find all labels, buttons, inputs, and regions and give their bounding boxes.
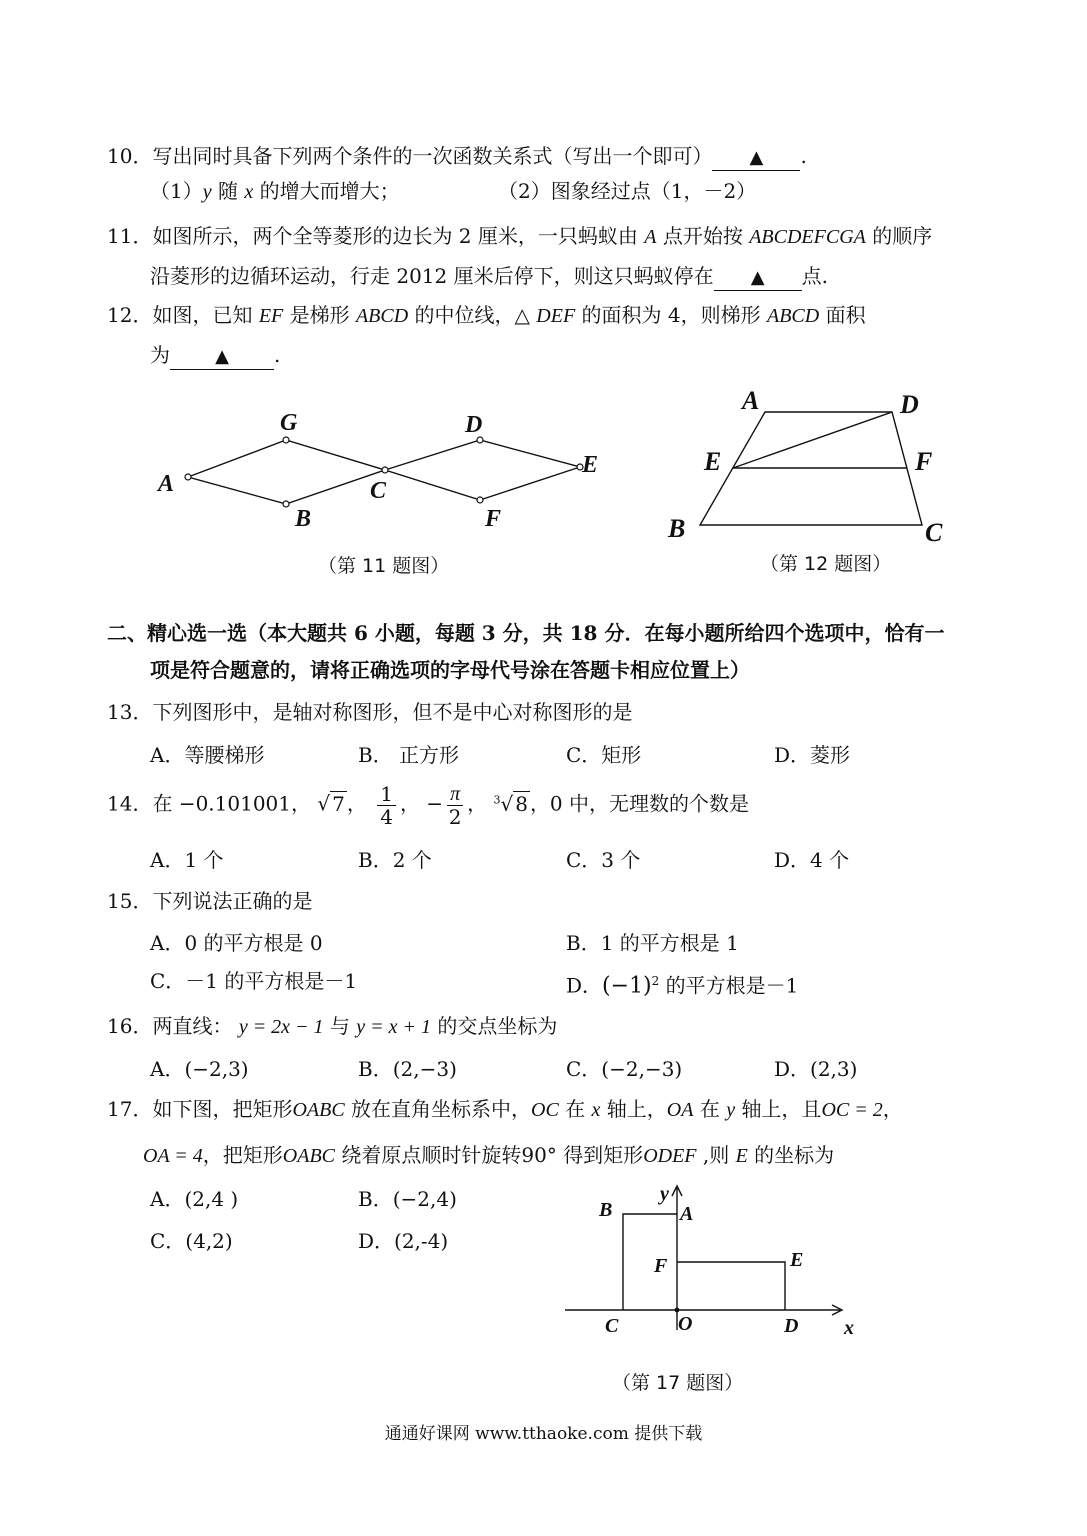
q16-option-d: D．(2,3) [774, 1057, 858, 1081]
label-E: E [704, 447, 722, 476]
q12-line2: 为 ▲ . [150, 340, 280, 370]
q17-option-c: C．(4,2) [150, 1229, 233, 1253]
rectangle-OABC [623, 1214, 677, 1310]
label-F: F [915, 447, 933, 476]
q13-option-d: D．菱形 [774, 743, 851, 767]
label-D: D [465, 412, 483, 438]
figure-11-rhombuses [150, 400, 620, 540]
q14-option-c: C．3 个 [566, 848, 641, 872]
section2-heading-cont: 项是符合题意的，请将正确选项的字母代号涂在答题卡相应位置上） [150, 658, 750, 682]
label-C: C [370, 478, 387, 504]
q12-answer-blank: ▲ [170, 343, 274, 370]
q10-line1: 10．写出同时具备下列两个条件的一次函数关系式（写出一个即可） ▲ . [107, 141, 807, 171]
q12-line1: 12．如图，已知 EF 是梯形 ABCD 的中位线，△ DEF 的面积为 4，则梯形 ABCD 面积 [107, 303, 866, 327]
label-E: E [582, 452, 599, 478]
label-B: B [668, 514, 686, 543]
q17-option-b: B．(−2,4) [358, 1187, 457, 1211]
q10-number: 10． [107, 144, 153, 168]
q16-option-c: C．(−2,−3) [566, 1057, 683, 1081]
rectangle-ODEF [677, 1262, 785, 1310]
q14-option-b: B．2 个 [358, 848, 432, 872]
label-A: A [158, 471, 175, 497]
label-O: O [678, 1313, 693, 1335]
q15-option-c: C．－1 的平方根是－1 [150, 969, 358, 993]
rhombus-left [188, 440, 385, 504]
figure-11-caption: （第 11 题图） [318, 555, 450, 577]
q15-stem: 15．下列说法正确的是 [107, 889, 313, 913]
q13-stem: 13．下列图形中，是轴对称图形，但不是中心对称图形的是 [107, 700, 633, 724]
q14-option-a: A．1 个 [150, 848, 224, 872]
q10-condition-1: （1）y 随 x 的增大而增大； [150, 179, 400, 203]
q14-option-d: D．4 个 [774, 848, 850, 872]
label-B: B [599, 1199, 613, 1221]
q10-answer-blank: ▲ [712, 144, 800, 171]
q10-condition-2: （2）图象经过点（1，－2） [498, 179, 757, 203]
q15-option-a: A．0 的平方根是 0 [150, 931, 323, 955]
figure-17-caption: （第 17 题图） [612, 1372, 744, 1394]
q16-option-a: A．(−2,3) [150, 1057, 249, 1081]
q13-option-b: B． 正方形 [358, 743, 460, 767]
q16-option-b: B．(2,−3) [358, 1057, 457, 1081]
label-C: C [605, 1315, 619, 1337]
label-F: F [654, 1255, 668, 1277]
q17-option-d: D．(2,-4) [358, 1229, 449, 1253]
label-B: B [295, 506, 312, 532]
q10-text: 写出同时具备下列两个条件的一次函数关系式（写出一个即可） [152, 144, 713, 168]
q13-option-a: A．等腰梯形 [150, 743, 265, 767]
label-C: C [925, 518, 943, 547]
label-D: D [784, 1315, 799, 1337]
figure-12-caption: （第 12 题图） [760, 553, 892, 575]
q11-line2: 沿菱形的边循环运动，行走 2012 厘米后停下，则这只蚂蚁停在 ▲ 点. [150, 261, 828, 291]
label-A: A [742, 386, 760, 415]
label-x: x [844, 1317, 854, 1339]
q11-answer-blank: ▲ [714, 264, 802, 291]
label-E: E [790, 1249, 804, 1271]
q15-option-b: B．1 的平方根是 1 [566, 931, 739, 955]
label-y: y [660, 1183, 669, 1205]
figure-17-coordinate-plane [560, 1180, 870, 1345]
segment-ED [733, 412, 892, 468]
q17-line1: 17．如下图，把矩形OABC 放在直角坐标系中，OC 在 x 轴上，OA 在 y 轴上，且OC = 2， [107, 1097, 903, 1121]
label-G: G [280, 410, 298, 436]
q15-option-d: D．$(-1)^2$ 的平方根是－1 [566, 973, 799, 999]
q17-line2: OA = 4，把矩形OABC 绕着原点顺时针旋转90° 得到矩形ODEF ,则 E 的坐标为 [143, 1143, 835, 1167]
rhombus-right [385, 440, 580, 500]
page-footer: 通通好课网 www.tthaoke.com 提供下载 [384, 1424, 703, 1444]
section2-heading: 二、精心选一选（本大题共 6 小题，每题 3 分，共 18 分．在每小题所给四个选项中，恰有一 [107, 621, 945, 645]
q14-stem: 14．在 −0.101001， √ 7 ， $\frac{1}{4}$ ， − $\frac{\pi}{2}$ ， $^3$√ 8 ，0 中，无理数的个数是 [107, 781, 750, 829]
q13-option-c: C．矩形 [566, 743, 642, 767]
label-D: D [900, 390, 919, 419]
label-F: F [485, 506, 502, 532]
q16-stem: 16．两直线： y = 2x − 1 与 y = x + 1 的交点坐标为 [107, 1014, 558, 1038]
label-A: A [680, 1203, 694, 1225]
q11-line1: 11．如图所示，两个全等菱形的边长为 2 厘米，一只蚂蚁由 A 点开始按 ABCDEFCGA 的顺序 [107, 224, 933, 248]
figure-12-trapezoid [660, 385, 960, 550]
q17-option-a: A．(2,4 ) [150, 1187, 239, 1211]
